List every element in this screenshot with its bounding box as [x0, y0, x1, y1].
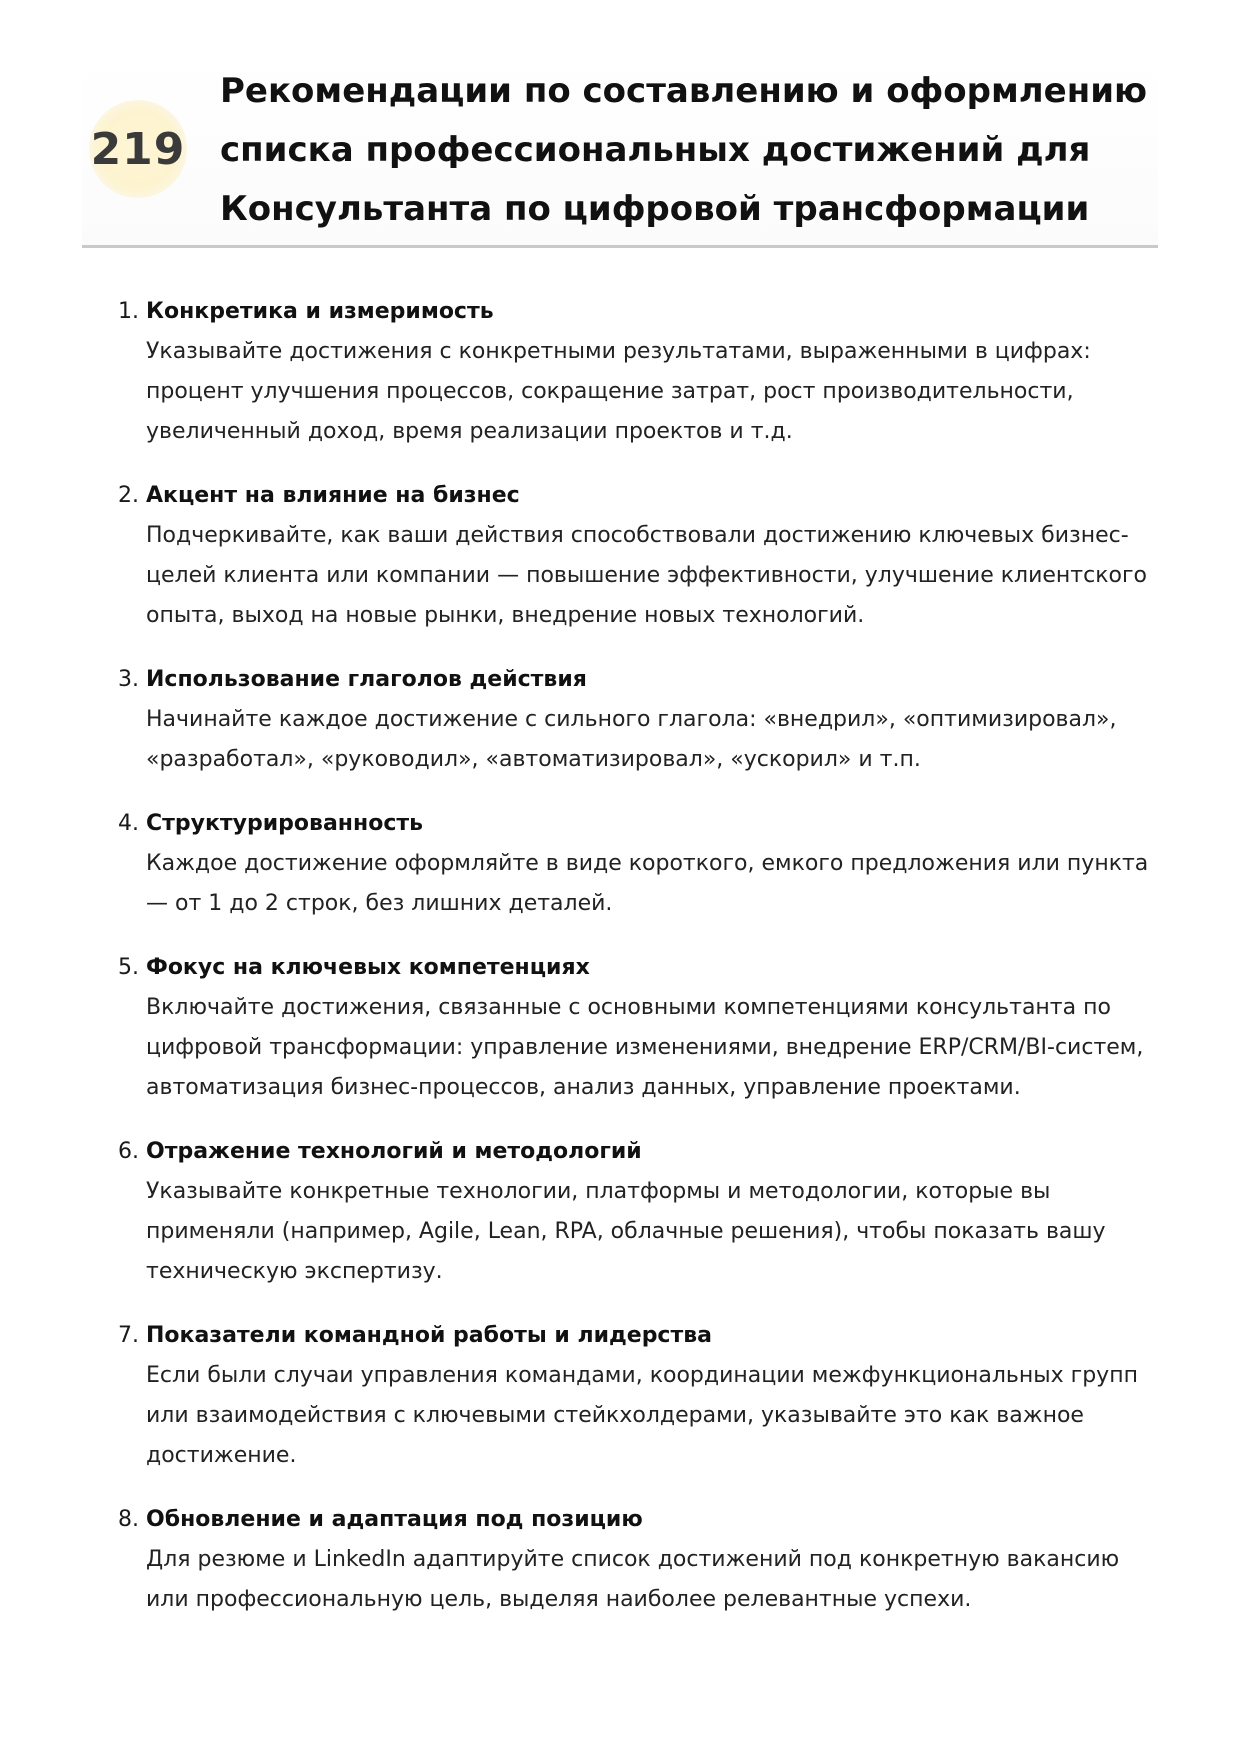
title-line-3: Консультанта по цифровой трансформации [220, 189, 1090, 229]
title-line-2: списка профессиональных достижений для [220, 130, 1091, 170]
item-number: 2. [118, 483, 139, 508]
item-number: 7. [118, 1323, 139, 1348]
list-item [118, 804, 1163, 924]
item-text: Включайте достижения, связанные с основными компетенциями консультанта по цифровой трансформации: управление изменениями, внедрение ERP/CRM/BI-систем, автоматизация бизнес-процессов, анализ данных, управление проектами. [146, 995, 1144, 1100]
item-number: 1. [118, 299, 139, 324]
page-number-badge [89, 100, 187, 198]
item-text: Если были случаи управления командами, координации межфункциональных групп или взаимодействия с ключевыми стейкхолдерами, указывайте это как важное достижение. [146, 1363, 1138, 1468]
item-title: Использование глаголов действия [146, 667, 587, 692]
item-title: Структурированность [146, 811, 424, 836]
page-number: 219 [90, 123, 186, 175]
item-text: Подчеркивайте, как ваши действия способствовали достижению ключевых бизнес-целей клиента или компании — повышение эффективности, улучшение клиентского опыта, выход на новые рынки, внедрение новых технологий. [146, 523, 1147, 628]
item-title: Акцент на влияние на бизнес [146, 483, 520, 508]
item-number: 3. [118, 667, 139, 692]
item-text: Начинайте каждое достижение с сильного глагола: «внедрил», «оптимизировал», «разработал», «руководил», «автоматизировал», «ускорил» и т.п. [146, 707, 1117, 772]
list-item [118, 660, 1163, 780]
item-title: Показатели командной работы и лидерства [146, 1323, 712, 1348]
title-line-1: Рекомендации по составлению и оформлению [220, 71, 1148, 111]
item-title: Фокус на ключевых компетенциях [146, 955, 590, 980]
item-text: Для резюме и LinkedIn адаптируйте список достижений под конкретную вакансию или профессиональную цель, выделяя наиболее релевантные успехи. [146, 1547, 1120, 1612]
list-item [118, 476, 1163, 636]
item-number: 8. [118, 1507, 139, 1532]
list-item [118, 292, 1163, 452]
item-text: Указывайте конкретные технологии, платформы и методологии, которые вы применяли (например, Agile, Lean, RPA, облачные решения), чтобы показать вашу техническую экспертизу. [146, 1179, 1106, 1284]
list-item [118, 948, 1163, 1108]
item-title: Обновление и адаптация под позицию [146, 1507, 643, 1532]
item-text: Указывайте достижения с конкретными результатами, выраженными в цифрах: процент улучшения процессов, сокращение затрат, рост производительности, увеличенный доход, время реализации проектов и т.д. [146, 339, 1091, 444]
item-text: Каждое достижение оформляйте в виде короткого, емкого предложения или пункта — от 1 до 2 строк, без лишних деталей. [146, 851, 1149, 916]
list-item [118, 1500, 1163, 1620]
item-number: 6. [118, 1139, 139, 1164]
list-item [118, 1132, 1163, 1292]
page-title [220, 62, 1150, 239]
item-number: 5. [118, 955, 139, 980]
item-title: Конкретика и измеримость [146, 299, 494, 324]
item-number: 4. [118, 811, 139, 836]
list-item [118, 1316, 1163, 1476]
recommendations-list [118, 292, 1163, 1644]
item-title: Отражение технологий и методологий [146, 1139, 642, 1164]
page-header [82, 58, 1158, 248]
